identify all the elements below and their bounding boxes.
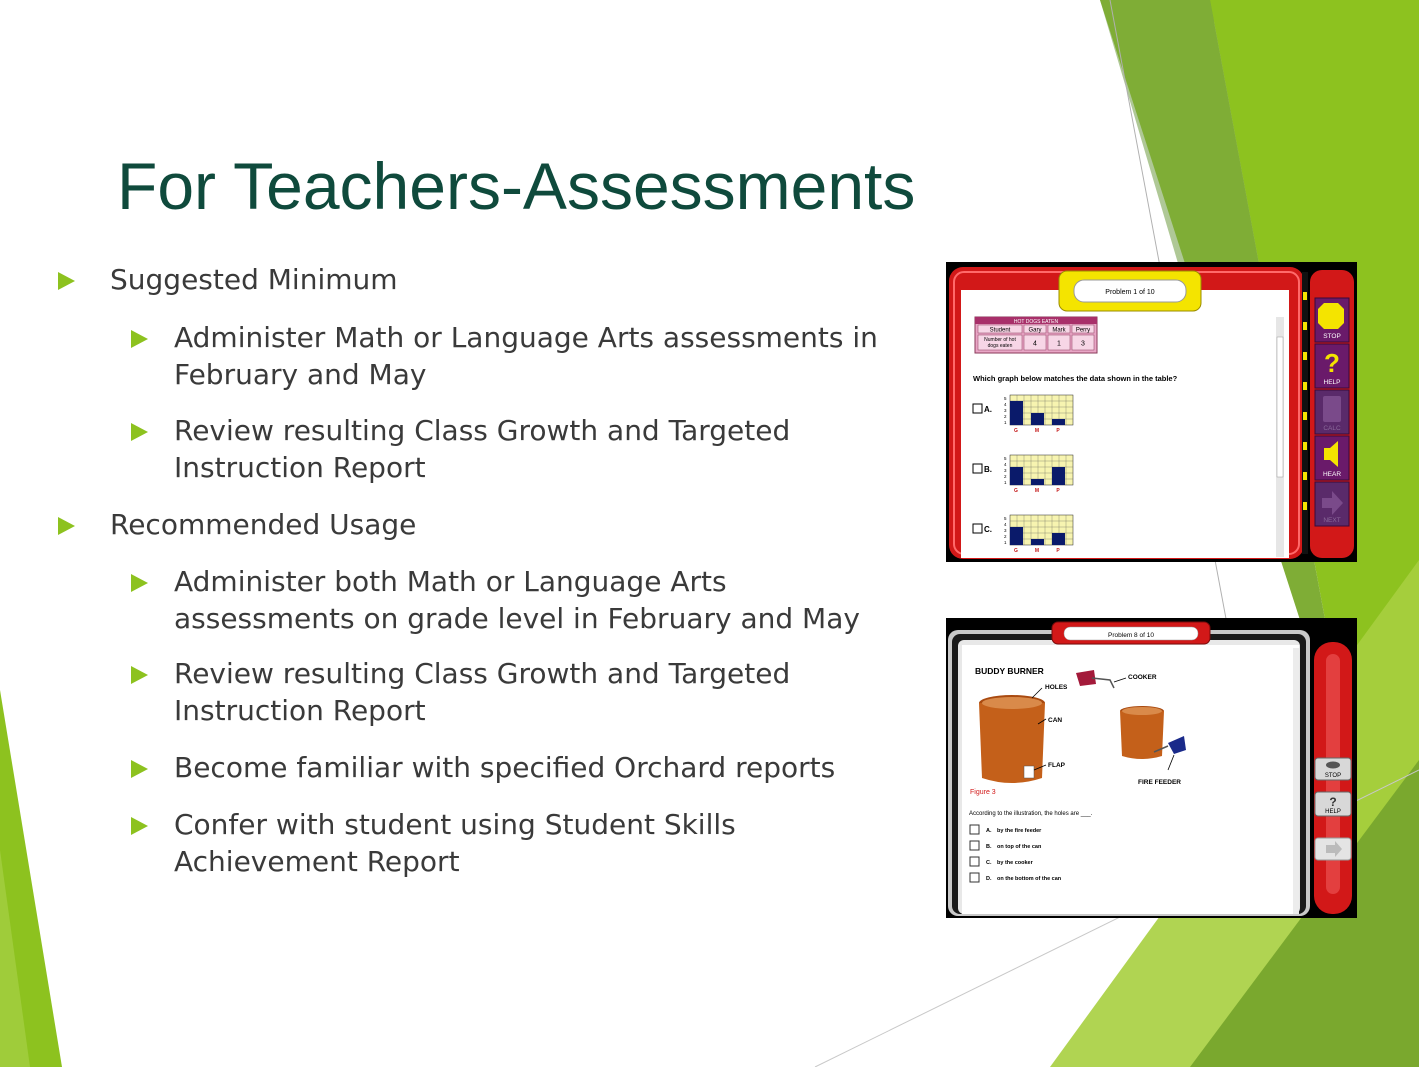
y-tick-label: 4 bbox=[1004, 522, 1007, 527]
list-item-line: assessments on grade level in February and May bbox=[174, 601, 860, 635]
answer-checkbox[interactable] bbox=[973, 404, 982, 413]
graph-bar bbox=[1031, 479, 1044, 485]
y-tick-label: 4 bbox=[1004, 462, 1007, 467]
section-heading: Suggested Minimum bbox=[110, 263, 398, 296]
bullet-arrow-icon bbox=[131, 817, 148, 835]
graph-bar bbox=[1052, 533, 1065, 545]
list-item bbox=[174, 413, 790, 486]
answer-letter: D. bbox=[986, 876, 992, 882]
bullet-arrow-icon bbox=[131, 666, 148, 684]
label-cooker: COOKER bbox=[1128, 674, 1157, 681]
stop-button-label: STOP bbox=[1324, 773, 1342, 779]
y-tick-label: 1 bbox=[1004, 540, 1007, 545]
graph-bar bbox=[1010, 527, 1023, 545]
problem-header: Problem 1 of 10 bbox=[1105, 289, 1155, 296]
answer-label: C. bbox=[984, 525, 992, 534]
list-item bbox=[174, 564, 860, 637]
table-cell: 1 bbox=[1057, 340, 1061, 348]
y-tick-label: 4 bbox=[1004, 402, 1007, 407]
label-can: CAN bbox=[1048, 717, 1063, 724]
list-item-line: Become familiar with specified Orchard reports bbox=[174, 751, 836, 784]
answer-text: on the bottom of the can bbox=[997, 876, 1062, 882]
list-item-line: Instruction Report bbox=[174, 450, 426, 484]
y-tick-label: 1 bbox=[1004, 480, 1007, 485]
answer-checkbox[interactable] bbox=[970, 825, 979, 834]
bullet-arrow-icon bbox=[131, 423, 148, 441]
list-item-line: Instruction Report bbox=[174, 693, 426, 727]
assessment-screenshot-language-arts bbox=[946, 618, 1357, 918]
problem-header: Problem 8 of 10 bbox=[1108, 632, 1154, 639]
next-button-label: NEXT bbox=[1323, 517, 1341, 524]
y-tick-label: 3 bbox=[1004, 408, 1007, 413]
bullet-arrow-icon bbox=[58, 517, 75, 535]
assessment-screenshot-math bbox=[946, 262, 1357, 562]
answer-label: B. bbox=[984, 465, 992, 474]
answer-checkbox[interactable] bbox=[970, 841, 979, 850]
section-heading: Recommended Usage bbox=[110, 508, 417, 541]
y-tick-label: 2 bbox=[1004, 534, 1007, 539]
y-tick-label: 3 bbox=[1004, 468, 1007, 473]
y-tick-label: 5 bbox=[1004, 396, 1007, 401]
help-button-label: HELP bbox=[1323, 379, 1341, 386]
answer-label: A. bbox=[984, 405, 992, 414]
list-item bbox=[174, 750, 835, 787]
bullet-arrow-icon bbox=[131, 330, 148, 348]
y-tick-label: 2 bbox=[1004, 414, 1007, 419]
table-cell: 3 bbox=[1081, 340, 1085, 348]
figure-caption: Figure 3 bbox=[970, 789, 996, 796]
answer-checkbox[interactable] bbox=[970, 857, 979, 866]
x-axis-label: G bbox=[1014, 428, 1018, 434]
answer-checkbox[interactable] bbox=[970, 873, 979, 882]
list-item-line: Administer Math or Language Arts assessments in bbox=[174, 321, 878, 354]
answer-letter: A. bbox=[986, 828, 992, 834]
list-item-line: Review resulting Class Growth and Targeted bbox=[174, 657, 791, 690]
x-axis-label: P bbox=[1056, 548, 1060, 554]
x-axis-label: G bbox=[1014, 488, 1018, 494]
x-axis-label: P bbox=[1056, 428, 1060, 434]
x-axis-label: M bbox=[1034, 428, 1040, 434]
graph-bar bbox=[1031, 539, 1044, 545]
slide-title: For Teachers-Assessments bbox=[117, 149, 916, 223]
language-arts-problem-screen bbox=[946, 618, 1357, 918]
list-item-line: Confer with student using Student Skills bbox=[174, 808, 736, 841]
list-item-line: Achievement Report bbox=[174, 844, 460, 878]
y-tick-label: 1 bbox=[1004, 420, 1007, 425]
table-row-label: Number of hot bbox=[984, 337, 1016, 343]
answer-checkbox[interactable] bbox=[973, 524, 982, 533]
label-holes: HOLES bbox=[1045, 684, 1068, 691]
graph-bar bbox=[1010, 401, 1023, 425]
list-item-line: Review resulting Class Growth and Targeted bbox=[174, 414, 791, 447]
bullet-arrow-icon bbox=[131, 574, 148, 592]
y-tick-label: 2 bbox=[1004, 474, 1007, 479]
list-item bbox=[174, 320, 878, 393]
table-title: HOT DOGS EATEN bbox=[1013, 319, 1059, 325]
table-header: Student bbox=[989, 327, 1011, 334]
stop-button-label: STOP bbox=[1323, 333, 1341, 340]
label-flap: FLAP bbox=[1048, 762, 1065, 769]
answer-letter: C. bbox=[986, 860, 992, 866]
stop-icon[interactable] bbox=[1326, 762, 1340, 769]
answer-text: by the fire feeder bbox=[997, 828, 1042, 834]
y-tick-label: 3 bbox=[1004, 528, 1007, 533]
graph-bar bbox=[1052, 419, 1065, 425]
math-problem-screen bbox=[946, 262, 1357, 562]
question-text: Which graph below matches the data shown in the table? bbox=[973, 374, 1178, 383]
calculator-icon[interactable] bbox=[1323, 396, 1341, 422]
y-tick-label: 5 bbox=[1004, 516, 1007, 521]
hear-button-label: HEAR bbox=[1322, 471, 1342, 478]
table-cell: 4 bbox=[1033, 340, 1037, 348]
list-item-line: February and May bbox=[174, 357, 427, 391]
answer-letter: B. bbox=[986, 844, 992, 850]
question-mark-icon[interactable]: ? bbox=[1329, 795, 1337, 809]
question-mark-icon[interactable]: ? bbox=[1324, 348, 1340, 378]
bullet-arrow-icon bbox=[131, 760, 148, 778]
x-axis-label: M bbox=[1034, 548, 1040, 554]
answer-text: on top of the can bbox=[997, 844, 1042, 850]
answer-checkbox[interactable] bbox=[973, 464, 982, 473]
list-item-line: Administer both Math or Language Arts bbox=[174, 565, 727, 598]
graph-bar bbox=[1031, 413, 1044, 425]
x-axis-label: M bbox=[1034, 488, 1040, 494]
x-axis-label: G bbox=[1014, 548, 1018, 554]
table-header: Gary bbox=[1028, 327, 1042, 334]
diagram-title: BUDDY BURNER bbox=[975, 666, 1044, 676]
stop-octagon-icon[interactable] bbox=[1318, 303, 1344, 329]
list-item bbox=[174, 807, 736, 880]
question-text: According to the illustration, the holes are ___. bbox=[969, 811, 1093, 817]
y-tick-label: 5 bbox=[1004, 456, 1007, 461]
table-header: Mark bbox=[1052, 327, 1066, 334]
label-fire-feeder: FIRE FEEDER bbox=[1138, 779, 1181, 786]
help-button-label: HELP bbox=[1325, 809, 1341, 815]
calc-button-label: CALC bbox=[1323, 425, 1341, 432]
x-axis-label: P bbox=[1056, 488, 1060, 494]
graph-bar bbox=[1010, 467, 1023, 485]
table-row-label: dogs eaten bbox=[987, 343, 1013, 349]
answer-text: by the cooker bbox=[997, 860, 1033, 866]
table-header: Perry bbox=[1075, 327, 1091, 334]
bullet-arrow-icon bbox=[58, 272, 75, 290]
list-item bbox=[174, 656, 790, 729]
graph-bar bbox=[1052, 467, 1065, 485]
